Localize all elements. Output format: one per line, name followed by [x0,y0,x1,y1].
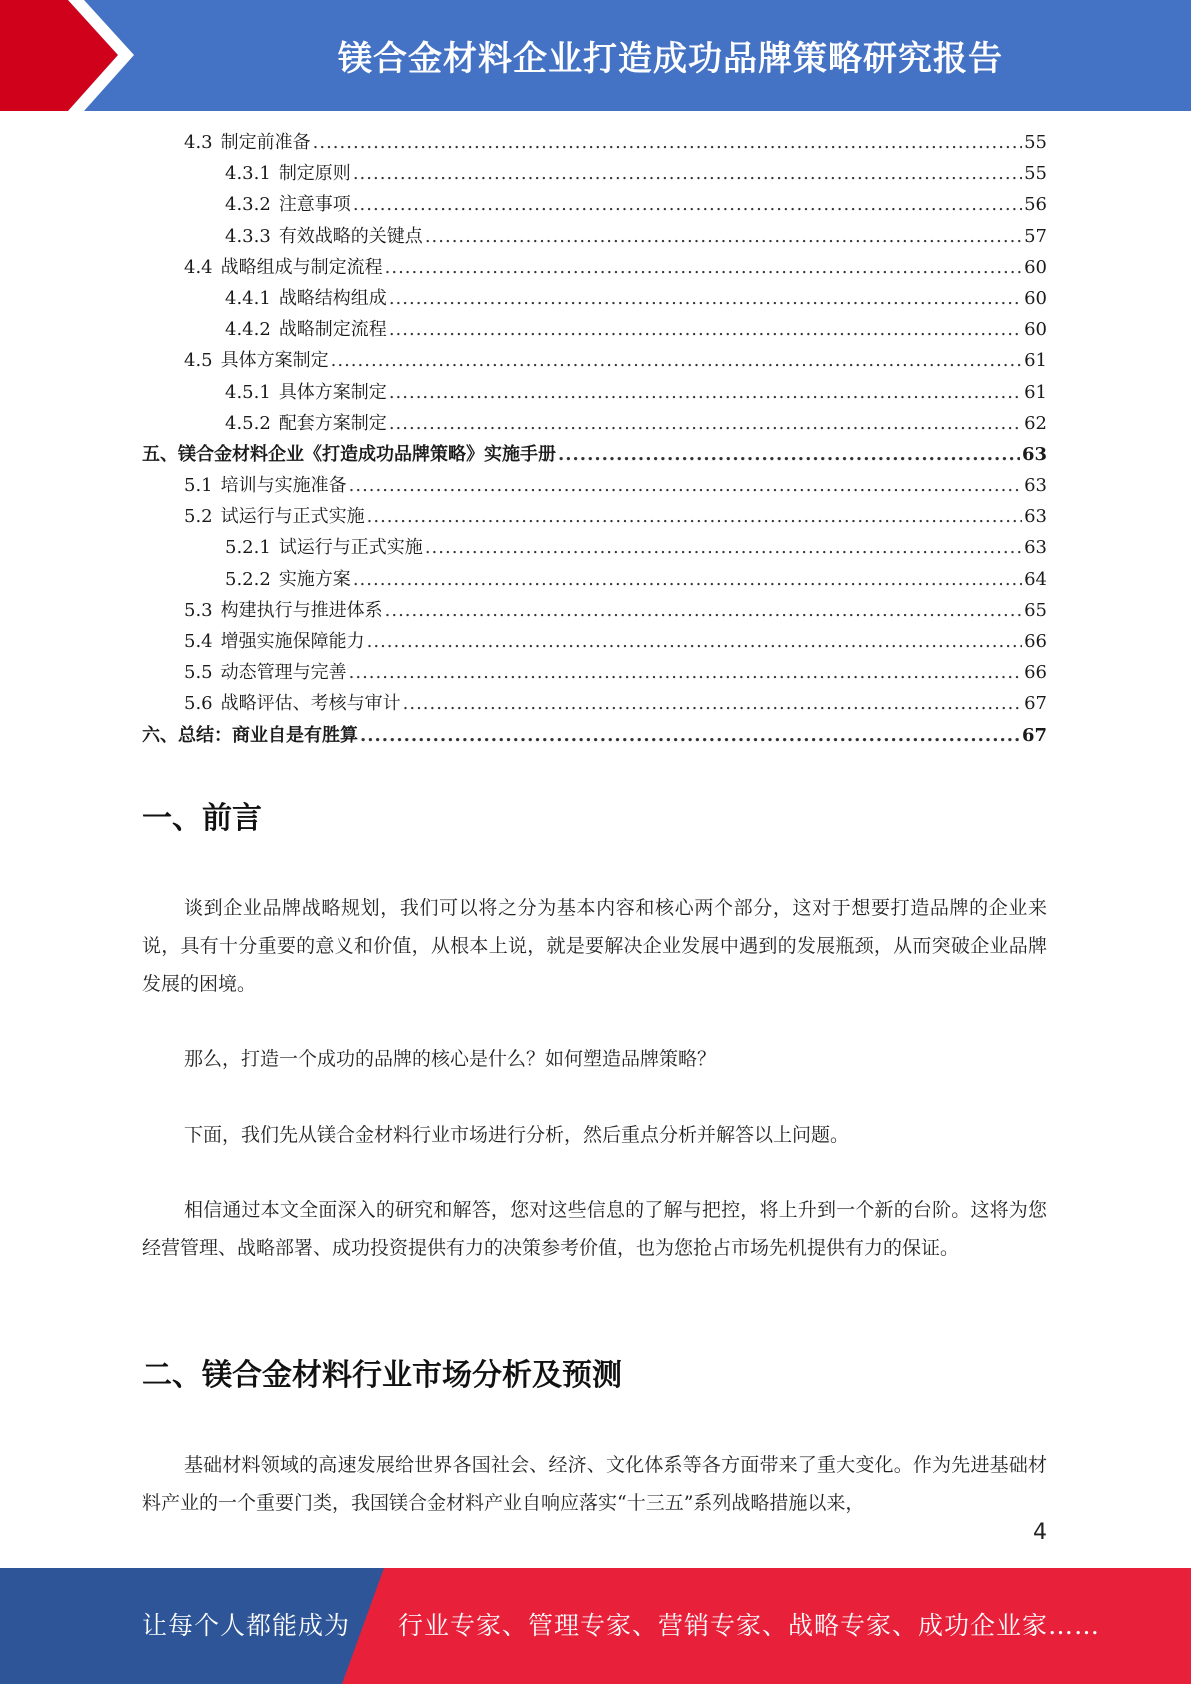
toc-entry-page: 66 [1024,631,1047,652]
toc-entry-number: 4.5 [184,350,213,372]
toc-dot-leader [349,470,1022,501]
toc-entry-title: 六、总结：商业自是有胜算 [142,724,358,746]
toc-entry-title: 具体方案制定 [220,350,329,372]
toc-entry-title: 培训与实施准备 [220,475,347,497]
toc-dot-leader [425,221,1022,252]
toc-entry[interactable] [142,283,1047,314]
toc-entry-number: 5.3 [184,599,213,621]
toc-entry[interactable] [142,221,1047,252]
toc-entry-title: 战略评估、考核与审计 [220,693,401,715]
toc-entry-title: 战略结构组成 [278,287,387,309]
toc-entry-number: 4.4.1 [225,287,271,309]
toc-entry-title: 五、镁合金材料企业《打造成功品牌策略》实施手册 [142,443,556,465]
toc-entry-title: 实施方案 [278,568,351,590]
toc-entry-page: 56 [1024,194,1047,216]
toc-dot-leader [385,252,1022,283]
toc-entry-title: 试运行与正式实施 [220,506,365,528]
footer-slogan-left: 让每个人都能成为 [142,1611,351,1640]
toc-entry[interactable] [142,252,1047,283]
toc-entry-page: 63 [1021,443,1047,465]
toc-entry[interactable] [142,626,1047,657]
toc-entry[interactable] [142,158,1047,189]
toc-entry-title: 战略制定流程 [278,319,387,341]
toc-dot-leader [349,657,1022,688]
toc-entry-number: 5.1 [184,475,213,497]
toc-entry[interactable] [142,564,1047,595]
toc-entry-title: 有效战略的关键点 [278,225,423,247]
toc-dot-leader [331,345,1022,376]
toc-entry[interactable] [142,532,1047,563]
toc-entry-page: 67 [1024,693,1047,715]
toc-dot-leader [360,720,1020,751]
toc-dot-leader [313,127,1022,158]
toc-entry[interactable] [142,314,1047,345]
toc-entry-title: 试运行与正式实施 [278,537,423,559]
toc-entry-page: 65 [1024,599,1047,621]
paragraph: 谈到企业品牌战略规划，我们可以将之分为基本内容和核心两个部分，这对于想要打造品牌的企业来说，具有十分重要的意义和价值，从根本上说，就是要解决企业发展中遇到的发展瓶颈，从而突破企业品牌发展的困境。 [142,897,1047,995]
header-arrow-decoration [0,0,160,111]
toc-entry-page: 57 [1024,225,1047,247]
footer-slogan-right: 行业专家、管理专家、营销专家、战略专家、成功企业家…… [398,1611,1101,1640]
toc-entry-page: 64 [1024,568,1047,590]
toc-entry-number: 5.2.2 [225,568,271,590]
toc-entry[interactable] [142,470,1047,501]
toc-entry-number: 4.3 [184,132,213,153]
toc-entry-number: 5.2 [184,506,213,528]
toc-entry-number: 4.3.1 [225,163,271,185]
toc-entry[interactable] [142,688,1047,719]
toc-dot-leader [367,501,1022,532]
table-of-contents [142,127,1047,751]
toc-entry-page: 67 [1021,724,1047,746]
toc-entry-number: 4.4.2 [225,319,271,341]
toc-entry-title: 注意事项 [278,194,351,216]
toc-entry-title: 战略组成与制定流程 [220,256,383,278]
paragraph: 相信通过本文全面深入的研究和解答，您对这些信息的了解与把控，将上升到一个新的台阶。这将为您经营管理、战略部署、成功投资提供有力的决策参考价值，也为您抢占市场先机提供有力的保证。 [142,1199,1047,1259]
toc-entry-number: 4.3.3 [225,225,271,247]
toc-entry[interactable] [142,127,1047,158]
toc-dot-leader [389,408,1022,439]
toc-entry-page: 62 [1024,412,1047,434]
toc-entry-title: 具体方案制定 [278,381,387,403]
toc-entry-page: 63 [1024,506,1047,528]
toc-entry-title: 配套方案制定 [278,412,387,434]
header-banner [0,0,1191,111]
paragraph: 下面，我们先从镁合金材料行业市场进行分析，然后重点分析并解答以上问题。 [184,1124,850,1146]
toc-dot-leader [403,688,1022,719]
toc-entry-title: 构建执行与推进体系 [220,599,383,621]
section-heading-market: 二、镁合金材料行业市场分析及预测 [142,1358,622,1393]
toc-entry[interactable] [142,345,1047,376]
toc-entry-number: 4.4 [184,256,213,278]
toc-entry[interactable] [142,501,1047,532]
toc-entry-number: 4.3.2 [225,194,271,216]
toc-dot-leader [389,314,1022,345]
toc-dot-leader [367,626,1022,657]
toc-entry-number: 5.6 [184,693,213,715]
toc-entry[interactable] [142,377,1047,408]
toc-entry[interactable] [142,657,1047,688]
toc-entry-page: 60 [1024,287,1047,309]
toc-entry-page: 61 [1024,350,1047,372]
toc-entry-number: 5.5 [184,662,213,684]
toc-entry[interactable] [142,439,1047,470]
toc-dot-leader [353,189,1022,220]
toc-entry-page: 60 [1024,256,1047,278]
toc-entry-page: 63 [1024,475,1047,497]
toc-entry[interactable] [142,720,1047,751]
toc-dot-leader [385,595,1022,626]
toc-entry-number: 4.5.1 [225,381,271,403]
toc-entry-title: 动态管理与完善 [220,662,347,684]
page-number: 4 [1033,1520,1047,1545]
toc-dot-leader [558,439,1020,470]
toc-dot-leader [353,158,1022,189]
toc-entry-page: 55 [1024,132,1047,153]
toc-dot-leader [353,564,1022,595]
toc-entry-title: 制定原则 [278,163,351,185]
toc-entry-number: 5.4 [184,631,213,652]
toc-entry-page: 55 [1024,163,1047,185]
toc-dot-leader [389,283,1022,314]
toc-entry-page: 61 [1024,381,1047,403]
toc-entry-page: 63 [1024,537,1047,559]
toc-entry-title: 制定前准备 [220,132,311,153]
toc-entry-number: 5.2.1 [225,537,271,559]
toc-entry[interactable] [142,189,1047,220]
toc-dot-leader [389,377,1022,408]
toc-entry[interactable] [142,595,1047,626]
toc-entry-page: 60 [1024,319,1047,341]
toc-entry-page: 66 [1024,662,1047,684]
toc-entry-number: 4.5.2 [225,412,271,434]
report-title: 镁合金材料企业打造成功品牌策略研究报告 [338,39,1003,79]
footer-banner [0,1568,1191,1684]
paragraph: 基础材料领域的高速发展给世界各国社会、经济、文化体系等各方面带来了重大变化。作为先进基础材料产业的一个重要门类，我国镁合金材料产业自响应落实“十三五”系列战略措施以来， [142,1454,1047,1514]
toc-entry[interactable] [142,408,1047,439]
section-heading-preface: 一、前言 [142,801,262,836]
paragraph: 那么，打造一个成功的品牌的核心是什么？如何塑造品牌策略？ [184,1048,717,1070]
toc-entry-title: 增强实施保障能力 [220,631,365,652]
toc-dot-leader [425,532,1022,563]
